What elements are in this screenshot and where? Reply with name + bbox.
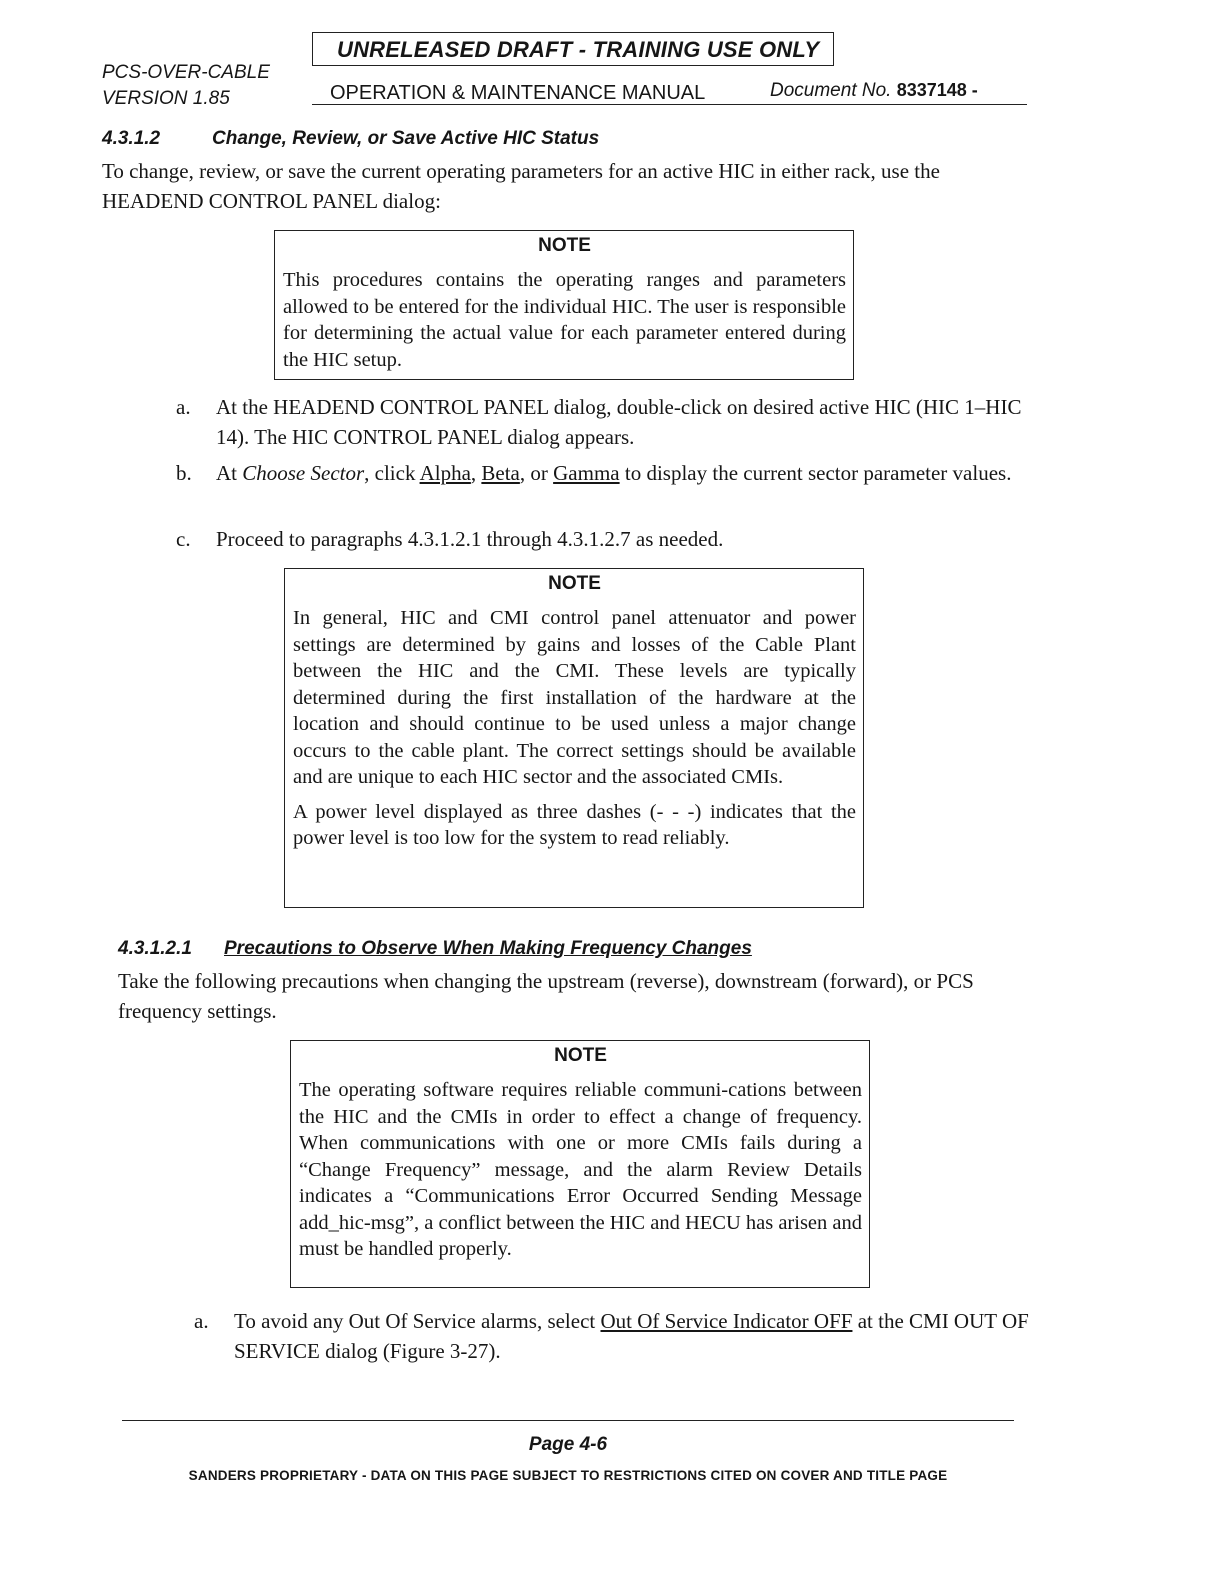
- step-text: Proceed to paragraphs 4.3.1.2.1 through 4.3.1.2.7 as needed.: [216, 527, 724, 551]
- note-paragraph-2: A power level displayed as three dashes (- - -) indicates that the power level is too low for the system to read reliably.: [293, 800, 856, 849]
- subsection-heading: [118, 938, 752, 960]
- manual-title: OPERATION & MAINTENANCE MANUAL: [330, 82, 706, 104]
- subsection-step-a: [194, 1306, 1034, 1366]
- document-label: Document No.: [770, 80, 892, 101]
- note-paragraph-1: In general, HIC and CMI control panel attenuator and power settings are determined by gains and losses of the Cable Plant between the HIC and the CMI. These levels are typically determined during the first installation of the hardware at the location and should continue to be used unless a major change occurs to the cable plant. The correct settings should be available and are unique to each HIC sector and the associated CMIs.: [293, 607, 856, 788]
- alpha-option: Alpha: [419, 461, 471, 485]
- note-text: The operating software requires reliable communi-cations between the HIC and the CMIs in order to effect a change of frequency. When communications with one or more CMIs fails during a “Change Frequency” message, and the alarm Review Details indicates a “Communications Error Occurred Sending Message add_hic-msg”, a conflict between the HIC and HECU has arisen and must be handled properly.: [299, 1079, 862, 1260]
- step-text: To avoid any Out Of Service alarms, select Out Of Service Indicator OFF at the CMI OUT OF SERVICE dialog (Figure 3-27).: [234, 1309, 1029, 1363]
- note-title: NOTE: [554, 1045, 607, 1066]
- gamma-option: Gamma: [553, 461, 620, 485]
- version-label: VERSION 1.85: [102, 88, 230, 109]
- header-product: [102, 60, 270, 112]
- document-number-value: 8337148 -: [896, 80, 978, 100]
- proprietary-notice: SANDERS PROPRIETARY - DATA ON THIS PAGE SUBJECT TO RESTRICTIONS CITED ON COVER AND TITLE PAGE: [188, 1468, 948, 1483]
- draft-banner: UNRELEASED DRAFT - TRAINING USE ONLY: [312, 32, 834, 66]
- note-box-2: [284, 568, 864, 908]
- note-title: NOTE: [548, 573, 601, 594]
- subsection-number: 4.3.1.2.1: [118, 938, 192, 959]
- step-letter: b.: [176, 461, 192, 485]
- step-letter: a.: [194, 1309, 209, 1333]
- page-number: Page 4-6: [528, 1434, 608, 1455]
- choose-sector-label: Choose Sector: [242, 461, 365, 485]
- step-b: [176, 458, 1032, 518]
- step-text: At Choose Sector, click Alpha, Beta, or Gamma to display the current sector parameter values.: [216, 461, 1012, 485]
- out-of-service-indicator-off: Out Of Service Indicator OFF: [600, 1309, 853, 1333]
- section-intro: To change, review, or save the current operating parameters for an active HIC in either rack, use the HEADEND CONTROL PANEL dialog:: [102, 159, 940, 213]
- header-rule: [312, 104, 1027, 105]
- subsection-title: Precautions to Observe When Making Frequency Changes: [224, 938, 752, 959]
- footer-rule: [122, 1420, 1014, 1421]
- step-c: [176, 524, 1032, 554]
- section-title: Change, Review, or Save Active HIC Status: [212, 128, 600, 149]
- product-name: PCS-OVER-CABLE: [102, 62, 270, 83]
- step-letter: c.: [176, 527, 191, 551]
- note-title: NOTE: [538, 235, 591, 256]
- document-number: [770, 80, 978, 102]
- subsection-intro: Take the following precautions when changing the upstream (reverse), downstream (forward), or PCS frequency settings.: [118, 969, 974, 1023]
- step-a: [176, 392, 1032, 452]
- section-number: 4.3.1.2: [102, 128, 161, 149]
- step-letter: a.: [176, 395, 191, 419]
- note-box-3: [290, 1040, 870, 1288]
- note-box-1: [274, 230, 854, 380]
- step-text: At the HEADEND CONTROL PANEL dialog, double-click on desired active HIC (HIC 1–HIC 14). The HIC CONTROL PANEL dialog appears.: [216, 395, 1022, 449]
- note-text: This procedures contains the operating ranges and parameters allowed to be entered for the individual HIC. The user is responsible for determining the actual value for each parameter entered during the HIC setup.: [283, 269, 846, 371]
- section-heading: [102, 128, 599, 150]
- beta-option: Beta: [481, 461, 520, 485]
